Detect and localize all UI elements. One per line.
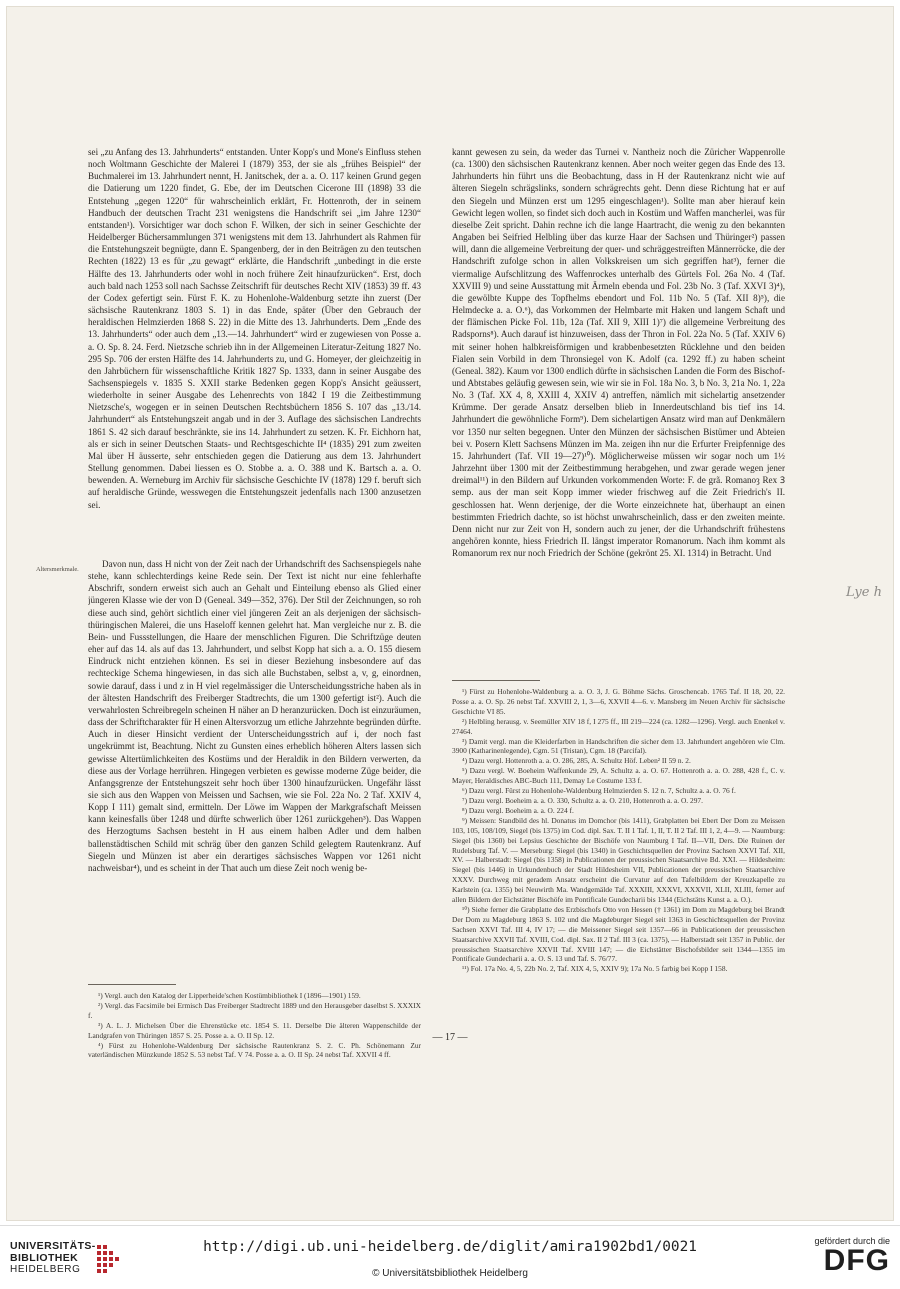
right-footnote-5: ⁵) Dazu vergl. W. Boeheim Waffenkunde 29, A. Schultz a. a. O. 67. Hottenroth a. a. O. 288, 428 f., C. v. Mayer, Heraldisches ABC-Buch 111, Demay Le Costume 133 f. [452,766,785,786]
dfg-logo[interactable] [782,1236,890,1280]
left-footnote-1: ¹) Vergl. auch den Katalog der Lipperheide'schen Kostümbibliothek I (1896—1901) 159. [98,991,361,1000]
right-footnote-9: ⁹) Meissen: Standbild des hl. Donatus im Domchor (bis 1411), Grabplatten bei Ebert Der Dom zu Meissen 103, 105, 108/109, Siegel (bis 1375) im Cod. dipl. Sax. T. II 1 Taf. 1, II, T. II 2 Taf. III 1, 2, 4—9. — Naumburg: Siegel (bis 1360) bei Lepsius Geschichte der Bischöfe von Naumburg I Taf. II—VII, Ders. Die Ruinen der Rudelsburg Taf. V. — Merseburg: Siegel (bis 1340) in Geschichtsquellen der Provinz Sachsen XXVI Taf. XII, XV. — Halberstadt: Siegel (bis 1358) in Publicationen der preussischen Staatsarchive Bd. XXI. — Hildesheim: Siegel (bis 1446) in Urkundenbuch der Stadt Hildesheim VII, Publicationen der preussischen Staatsarchive XXXV. Durchweg mit geradem Ansatz erscheint die Curvatur auf den Tafelbildern der Kreuzkapelle zu Karlstein (ca. 1355) bei Neuwirth Ma. Wandgemälde Taf. XXXIII, XXXVI, XXXVII, XLII, XLIII, ferner auf allen Bildern der Eichstätter Bischöfe im Pontificale Gundecharii bis 1344 (Eichstätts Kunst a. a. O.). [452,815,785,905]
left-footnote-3: ³) A. L. J. Michelsen Über die Ehrenstücke etc. 1854 S. 11. Derselbe Die älteren Wappenschilde der Landgrafen von Thüringen 1857 S. 25. Posse a. a. O. II Sp. 12. [88,1020,421,1040]
right-column [452,146,785,1025]
dfg-wordmark: DFG [823,1244,890,1277]
funding-text: gefördert durch die [814,1236,890,1246]
right-footnote-8: ⁸) Dazu vergl. Boeheim a. a. O. 224 f. [462,805,574,815]
right-footnote-2: ²) Helbling herausg. v. Seemüller XIV 18 f, I 275 ff., III 219—224 (ca. 1282—1296). Vergl. auch Enenkel v. 27464. [452,716,785,736]
copyright-notice: © Universitätsbibliothek Heidelberg [372,1268,528,1279]
footnote-rule-left [88,984,176,985]
right-footnote-6: ⁶) Dazu vergl. Fürst zu Hohenlohe-Waldenburg Helmzierden S. 12 n. 7, Schultz a. a. O. 76 f. [462,786,736,796]
page-number: — 17 — [432,1032,468,1043]
left-footnotes [88,991,421,1060]
right-footnotes [452,687,785,1025]
left-column [88,146,421,1060]
pencil-annotation: Lye h [846,585,882,600]
library-name-line-3: HEIDELBERG [10,1264,81,1275]
right-footnote-7: ⁷) Dazu vergl. Boeheim a. a. O. 330, Schultz a. a. O. 210, Hottenroth a. a. O. 297. [462,795,703,805]
library-name-line-1: UNIVERSITÄTS- [10,1240,96,1252]
footnote-rule-right [452,680,540,681]
right-footnote-1: ¹) Fürst zu Hohenlohe-Waldenburg a. a. O. 3, J. G. Böhme Sächs. Groschencab. 1765 Taf. II 18, 20, 22. Posse a. a. O. Sp. 26 nebst Taf. XXVIII 2, 1, 3—6, XXVII 4—6. v. Mansberg im Neuen Archiv für sächsische Geschichte VI 85. [452,687,785,716]
margin-note: Altersmerkmale. [36,566,79,573]
right-paragraph-1: kannt gewesen zu sein, da weder das Turnei v. Nantheiz noch die Züricher Wappenrolle (ca. 1300) den sächsischen Rautenkranz kennen. Aber noch weiter gegen das Ende des 13. Jahrhunderts hin führt uns die Beobachtung, dass in H der Rautenkranz nicht wie auf älteren Siegeln schrägslinks, sondern schrägrechts geht. Denn diese Richtung hat er auf den Siegeln und Münzen erst um 1295 eingeschlagen¹). Sollte man aber hierauf kein Gewicht legen wollen, so findet sich doch auch in Kostüm und Waffen mancherlei, was für dieselbe Zeit spricht. Dahin rechne ich die lange Haartracht, die wenig zu den bekannten Angaben bei Seifried Helbling über das kurze Haar der Sachsen und Thüringer²) passen will, dann die allgemeine Verbreitung der quer- und schräggestreiften Männerröcke, die der Handschrift zufolge schon in allen Volkskreisen um sich gegriffen hat³), ferner die viermalige Aufschlitzung des Waffenrockes unterhalb des Gürtels Fol. 26a No. 4 (Taf. XXVIII 9) und seine Ausstattung mit Ärmeln ebenda und Fol. 23b No. 3 (Taf. XXVI 3)⁴), die gewölbte Kuppe des Topfhelms ebendort und Fol. 11b No. 5 (Taf. XII 8)⁵), die Helmdecke a. a. O.⁶), das Vorkommen der Helmbarte mit Haken und langem Schaft und der flämischen Picke Fol. 11b, 12a (Taf. XII 9, XIII 1)⁷) die allgemeine Verbreitung des Radsporns⁸). Auch darauf ist hinzuweisen, dass der Thron in Fol. 22a No. 5 (Taf. XXIV 6) mit seiner hohen halbkreisförmigen und krabbenbesetzten Rücklehne und den beiden Fialen sein Vorbild in dem Thronsiegel von K. Adolf (ca. 1292 ff.) zu haben scheint (Geneal. 382). Kaum vor 1300 endlich dürfte in sächsischen Landen die Form des Bischof- und Abtstabes geläufig gewesen sein, wie wir sie in Fol. 18a No. 3, b No. 3, 21a No. 1, 22a No. 3 (Taf. XX 4, 8, XXIII 4, XXIV 4) antreffen, nämlich mit sichelartig ansetzender Krümme. Der gerade Ansatz derselben blieb in Innerdeutschland bis tief ins 14. Jahrhundert die gewöhnliche Form⁹). Dem sichelartigen Ansatz wird man auf Denkmälern vor 1350 nur selten begegnen. Unter den Münzen der sächsischen Bistümer und Abteien bei v. Posern Klett Sachsens Münzen im Ma. zeigen ihn nur die Erfurter Freipfennige des 15. Jahrhundert (Taf. VII 19—27)¹⁰). Möglicherweise müssen wir sogar noch um 1½ Jahrzehnt über 1300 mit der Zeitbestimmung herabgehen, und zwar gerade wegen jener dreimal¹¹) in den Bildern auf Urkunden vorkommenden Worte: F. de grã. Romanoȝ Rex Ꝫ semp. aus der man seit Kopp immer wieder frischweg auf die Zeit Friedrich's II. geschlossen hat. Wenn derjenige, der die Worte einzeichnete hat, überhaupt an einen bestimmten Friedrich dachte, so ist höchst unwahrscheinlich, dass er den zweiten meinte. Denn nicht nur zur Zeit von H, sondern auch zu jener, der die Urhandschrift frühestens angehören konnte, hiess Friedrich II. längst imperator Romanorum. Nach ihm kommt als Romanorum rex nur noch Friedrich der Schöne (gekrönt 25. XI. 1314) in Betracht. Und [452,147,785,559]
right-footnote-11: ¹¹) Fol. 17a No. 4, 5, 22b No. 2, Taf. XIX 4, 5, XXIV 9); 17a No. 5 farbig bei Kopp I 158. [462,964,728,974]
library-name-line-2: BIBLIOTHEK [10,1252,79,1264]
right-footnote-10: ¹⁰) Siehe ferner die Grabplatte des Erzbischofs Otto von Hessen († 1361) im Dom zu Magdeburg bei Brandt Der Dom zu Magdeburg 1863 S. 102 und die Magdeburger Siegel seit 1363 in Geschichtsquellen der Provinz Sachsen XXVI Taf. III 4, IV 17; — die Meissener Siegel seit 1357—66 in Publicationen der preussischen Staatsarchive XXVII Taf. XVIII, Cod. dipl. Sax. II 2 Taf. III 3 (ca. 1375), — Halberstadt seit 1357 in Public. der preussischen Staatsarchive XXVII Taf. XVIII 147; — die Eichstätter Bischofsbilder seit 1344—1355 im Pontificale Gundecharii a. a. O. S. 13 und Taf. S. 76/77. [452,904,785,964]
right-footnote-3: ³) Damit vergl. man die Kleiderfarben in Handschriften die sicher dem 13. Jahrhundert angehören wie Clm. 3900 (Katharinenlegende), Cgm. 51 (Tristan), Cgm. 18 (Parcifal). [452,736,785,756]
viewer-footer [0,1225,900,1289]
permalink-url[interactable]: http://digi.ub.uni-heidelberg.de/diglit/amira1902bd1/0021 [203,1239,697,1255]
left-footnote-4: ⁴) Fürst zu Hohenlohe-Waldenburg Der sächsische Rautenkranz S. 2. C. Ph. Schönemann Zur vaterländischen Münzkunde 1852 S. 53 nebst Taf. V 74. Posse a. a. O. II Sp. 24 nebst Taf. XXVII 4 ff. [88,1040,421,1060]
left-footnote-2: ²) Vergl. das Facsimile bei Ermisch Das Freiberger Stadtrecht 1889 und den Herausgeber daselbst S. XXXIX f. [88,1000,421,1020]
left-paragraph-2: Davon nun, dass H nicht von der Zeit nach der Urhandschrift des Sachsenspiegels nahe stehe, kann schlechterdings keine Rede sein. Der Text ist nicht nur eine fehlerhafte Abschrift, sondern erweist sich auch an Gehalt und Einteilung ebenso als Glied einer jüngeren Klasse wie der von D (Geneal. 349—352, 376). Der Stil der Zeichnungen, so roh diese auch sind, gehört sichtlich einer viel jüngeren Zeit an als derjenigen der sächsisch-thüringischen Malerei, die uns Haseloff kennen gelehrt hat. Man vergleiche nur z. B. die Bein- und Fussstellungen, die Haare der menschlichen Figuren. Die Schriftzüge deuten eher auf das 14. als auf das 13. Jahrhundert, und selbst Kopp hat sich a. a. O. 155 diesem Eindruck nicht entziehen können. Es sei in dieser Beziehung insbesondere auf das rechteckige Schema hingewiesen, in das sich alle Buchstaben, selbst a, v, g, einordnen, sowie darauf, dass i und z in H viel regelmässiger die Unterscheidungsstriche haben als in der ältesten Handschrift des Freiberger Stadtrechts, die um 1300 gefertigt ist²). Auch die verwahrlosten Schreibregeln scheinen H näher an D heranzurücken. Doch ist einzuräumen, dass der Schriftcharakter für H einen Altersvorzug um etliche Jahrzehnte begründen dürfte. Auch in dieser Hinsicht verdient der Unterscheidungsstrich auf i, der noch fast ungekrümmt ist, Beachtung. Nicht zu Gunsten eines erheblich höheren Alters lassen sich gewisse Altertümlichkeiten des Kostüms und der Heraldik in den Bildern verwerten, da diese aus der Vorlage herrühren. Hingegen verbieten es gewisse moderne Züge beider, die Anfangsgrenze der Entstehungszeit sehr hoch über 1300 hinaufzurücken. Ungefähr lässt sie sich aus den Wappen von Meissen und Sachsen, wie sie Fol. 22a No. 2 Taf. XXIV 4, Kopp I 111) gemalt sind, ermitteln. Der Löwe im Wappen der Markgrafschaft Meissen kann keinesfalls über 1248 und dürfte schwerlich über 1261 zurückgehen³). Das Wappen des Herzogtums Sachsen besteht in H aus einem halben Adler und dem halben ballenstädtischen Schild mit schräg über den ganzen Schild gelegtem Rautenkranz. Auf Siegeln und Münzen ist aber ein derartiges sächsisches Wappen vor 1261 nicht nachweisbar⁴), und es scheint in der That auch um diese Zeit noch wenig be- [88,559,421,873]
right-footnote-4: ⁴) Dazu vergl. Hottenroth a. a. O. 286, 285, A. Schultz Höf. Leben² II 59 n. 2. [462,756,691,766]
left-paragraph-1: sei „zu Anfang des 13. Jahrhunderts“ entstanden. Unter Kopp's und Mone's Einfluss stehen noch Woltmann Geschichte der Malerei I (1879) 353, der sie als „frühes Beispiel“ der Buchmalerei im 13. Jahrhundert nennt, H. Janitschek, der a. a. O. 117 keinen Grund gegen die Datierung um 1220 findet, G. Ebe, der im Deutschen Cicerone III (1898) 33 die Entstehung „gegen 1220“ für wahrscheinlich erklärt, Fr. Hottenroth, der in seinem Handbuch der deutschen Tracht 231 wenigstens die Handschrift sei „im Jahre 1230“ entstanden¹). Vorsichtiger war doch schon F. Wilken, der sich in seiner Geschichte der Heidelberger Büchersammlungen 371 wenigstens mit dem 13. Jahrhundert als Rahmen für die Entstehungszeit begnügte, dann E. Spangenberg, der in den Beiträgen zu den teutschen Rechten (1822) 13 es für „zu gewagt“ erklärte, die Handschrift „unbedingt in die erste Hälfte des 13. Jahrhunderts oder wohl in noch frühere Zeit hinaufzurücken“. Erst, doch auch bald nach 1253 soll nach Sachsse Zeitschrift für deutsches Recht XIV (1853) 39 ff. 43 der Codex gefertigt sein. Fürst F. K. zu Hohenlohe-Waldenburg setzte ihn zuerst (Der sächsische Rautenkranz 1803 S. 1) in das Ende, später (Über den Gebrauch der heraldischen Helmzierden 1868 S. 22) in die Mitte des 13. Jahrhunderts. Dem „Ende des 13. Jahrhunderts“ oder auch dem „13.—14. Jahrhundert“ wird er zugewiesen von Posse a. a. O. Sp. 8. 24. Ferd. Nietzsche schrieb ihn in der Allgemeinen Literatur-Zeitung 1827 No. 295 Sp. 706 der ersten Hälfte des 14. Jahrhunderts zu, und G. Homeyer, der gleichzeitig in den Jahrbüchern für wissenschaftliche Kritik 1827 Sp. 1333, dann in seiner Ausgabe des Sachsenspiegels v. 1835 S. XXII starke Bedenken gegen Kopp's Ansicht geäussert, wiederholte in seiner Ausgabe des Lehenrechts von 1842 I 19 die Zeitbestimmung Nietzsche's, wogegen er in seinen Deutschen Rechtsbüchern 1856 S. 107 das „13./14. Jahrhundert“ als Entstehungszeit angab und in der 3. Auflage des sächsischen Landrechts 1861 S. 42 sich darauf beschränkte, sie ins 14. Jahrhundert zu setzen. K. Fr. Eichhorn hat, als er sich in seiner Deutschen Staats- und Rechtsgeschichte II⁴ (1835) 291 zum zweiten Mal über H äusserte, sehr entschieden gegen die Datierung aus dem 13. Jahrhundert Stellung genommen. Dabei liessen es O. Stobbe a. a. O. 388 und K. Bartsch a. a. O. bewenden. A. Werneburg im Archiv für sächsische Geschichte IV (1878) 129 f. beruft sich auf heraldische Gründe, wesswegen die Entstehungszeit jedenfalls nach 1300 anzusetzen sei. [88,147,421,510]
